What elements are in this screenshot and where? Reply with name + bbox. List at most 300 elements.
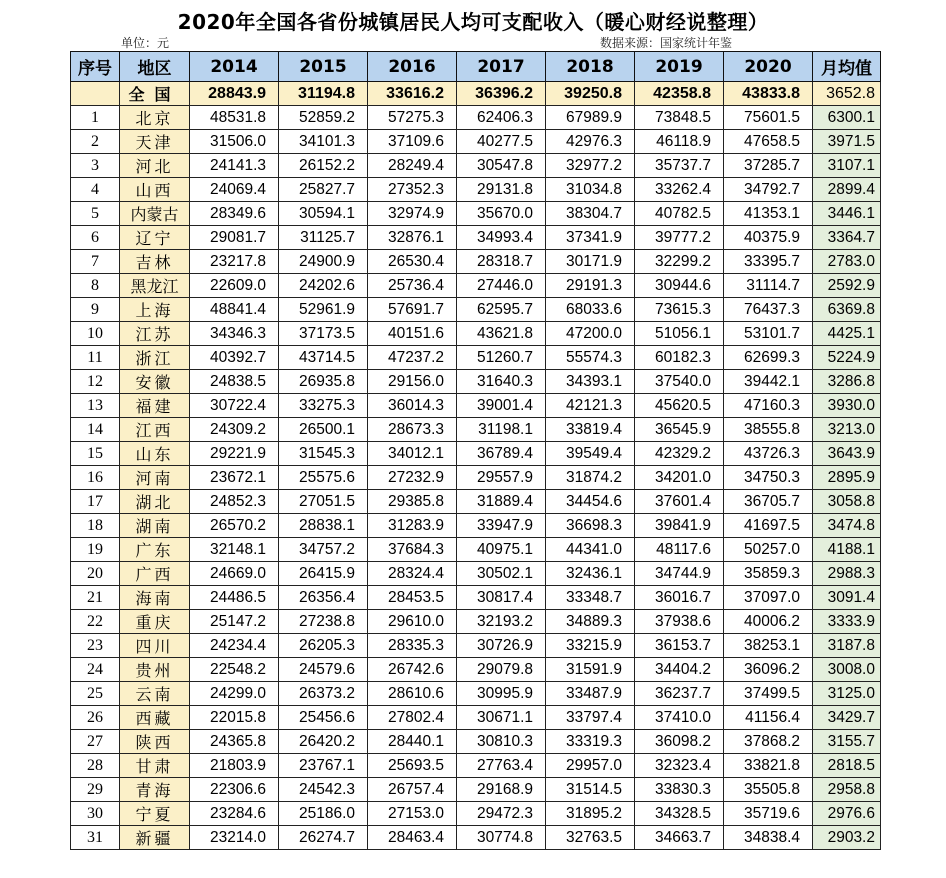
- row-value-2020: 41697.5: [724, 514, 813, 538]
- row-value-2016: 32974.9: [368, 202, 457, 226]
- header-row: [71, 52, 881, 82]
- row-monthly: 3155.7: [813, 730, 881, 754]
- row-seq: 25: [71, 682, 120, 706]
- row-value-2016: 25736.4: [368, 274, 457, 298]
- row-value-2014: 48531.8: [190, 106, 279, 130]
- row-value-2019: 30944.6: [635, 274, 724, 298]
- row-value-2020: 36705.7: [724, 490, 813, 514]
- row-monthly: 4188.1: [813, 538, 881, 562]
- row-region: 青海: [120, 778, 190, 802]
- table-row: [71, 658, 881, 682]
- row-seq: 11: [71, 346, 120, 370]
- row-value-2019: 34328.5: [635, 802, 724, 826]
- row-monthly: 3008.0: [813, 658, 881, 682]
- row-seq: 13: [71, 394, 120, 418]
- table-row: [71, 250, 881, 274]
- row-value-2019: 36237.7: [635, 682, 724, 706]
- header-year-2016: 2016: [368, 52, 457, 82]
- table-row: [71, 538, 881, 562]
- row-value-2014: 29081.7: [190, 226, 279, 250]
- row-region: 福建: [120, 394, 190, 418]
- row-value-2015: 26274.7: [279, 826, 368, 850]
- row-region: 宁夏: [120, 802, 190, 826]
- row-value-2018: 30171.9: [546, 250, 635, 274]
- table-row: [71, 130, 881, 154]
- row-value-2016: 37109.6: [368, 130, 457, 154]
- row-value-2017: 27446.0: [457, 274, 546, 298]
- row-value-2017: 36396.2: [457, 82, 546, 106]
- row-region: 上海: [120, 298, 190, 322]
- row-value-2018: 38304.7: [546, 202, 635, 226]
- row-value-2018: 67989.9: [546, 106, 635, 130]
- table-row: [71, 706, 881, 730]
- row-value-2016: 25693.5: [368, 754, 457, 778]
- table-row: [71, 754, 881, 778]
- row-value-2016: 27802.4: [368, 706, 457, 730]
- row-value-2016: 28610.6: [368, 682, 457, 706]
- row-value-2019: 36545.9: [635, 418, 724, 442]
- row-monthly: 3971.5: [813, 130, 881, 154]
- row-value-2020: 37868.2: [724, 730, 813, 754]
- row-value-2016: 57691.7: [368, 298, 457, 322]
- row-value-2017: 33947.9: [457, 514, 546, 538]
- row-value-2015: 24900.9: [279, 250, 368, 274]
- row-monthly: 3187.8: [813, 634, 881, 658]
- table-row: [71, 106, 881, 130]
- row-region: 安徽: [120, 370, 190, 394]
- row-value-2017: 30817.4: [457, 586, 546, 610]
- row-value-2019: 34404.2: [635, 658, 724, 682]
- row-seq: 18: [71, 514, 120, 538]
- row-region: 内蒙古: [120, 202, 190, 226]
- row-value-2016: 28335.3: [368, 634, 457, 658]
- row-value-2018: 31874.2: [546, 466, 635, 490]
- row-monthly: 2899.4: [813, 178, 881, 202]
- row-value-2014: 24852.3: [190, 490, 279, 514]
- row-value-2015: 24542.3: [279, 778, 368, 802]
- row-value-2020: 34838.4: [724, 826, 813, 850]
- row-value-2017: 62595.7: [457, 298, 546, 322]
- row-seq: 2: [71, 130, 120, 154]
- row-value-2015: 34757.2: [279, 538, 368, 562]
- row-value-2020: 40006.2: [724, 610, 813, 634]
- row-value-2014: 31506.0: [190, 130, 279, 154]
- row-value-2017: 36789.4: [457, 442, 546, 466]
- row-value-2018: 32763.5: [546, 826, 635, 850]
- row-value-2019: 48117.6: [635, 538, 724, 562]
- row-value-2016: 27352.3: [368, 178, 457, 202]
- table-row: [71, 730, 881, 754]
- row-seq: [71, 82, 120, 106]
- row-value-2019: 34201.0: [635, 466, 724, 490]
- row-value-2016: 33616.2: [368, 82, 457, 106]
- row-seq: 14: [71, 418, 120, 442]
- row-monthly: 3446.1: [813, 202, 881, 226]
- row-value-2018: 33319.3: [546, 730, 635, 754]
- row-monthly: 2976.6: [813, 802, 881, 826]
- row-region: 广东: [120, 538, 190, 562]
- row-value-2020: 43726.3: [724, 442, 813, 466]
- row-value-2014: 24234.4: [190, 634, 279, 658]
- row-region: 黑龙江: [120, 274, 190, 298]
- row-region: 山西: [120, 178, 190, 202]
- row-monthly: 3364.7: [813, 226, 881, 250]
- row-value-2019: 73615.3: [635, 298, 724, 322]
- row-value-2017: 31640.3: [457, 370, 546, 394]
- row-region: 新疆: [120, 826, 190, 850]
- row-value-2015: 26500.1: [279, 418, 368, 442]
- row-value-2020: 47658.5: [724, 130, 813, 154]
- row-value-2015: 25186.0: [279, 802, 368, 826]
- row-seq: 24: [71, 658, 120, 682]
- row-value-2016: 28324.4: [368, 562, 457, 586]
- row-seq: 6: [71, 226, 120, 250]
- row-value-2020: 53101.7: [724, 322, 813, 346]
- table-row: [71, 490, 881, 514]
- row-value-2020: 37097.0: [724, 586, 813, 610]
- row-monthly: 2988.3: [813, 562, 881, 586]
- row-value-2016: 31283.9: [368, 514, 457, 538]
- row-value-2019: 37540.0: [635, 370, 724, 394]
- row-value-2017: 28318.7: [457, 250, 546, 274]
- row-monthly: 2592.9: [813, 274, 881, 298]
- row-value-2014: 24299.0: [190, 682, 279, 706]
- row-value-2015: 28838.1: [279, 514, 368, 538]
- row-value-2017: 29472.3: [457, 802, 546, 826]
- row-value-2020: 47160.3: [724, 394, 813, 418]
- row-seq: 9: [71, 298, 120, 322]
- row-value-2015: 27051.5: [279, 490, 368, 514]
- row-monthly: 5224.9: [813, 346, 881, 370]
- row-seq: 8: [71, 274, 120, 298]
- row-value-2015: 26415.9: [279, 562, 368, 586]
- row-value-2016: 34012.1: [368, 442, 457, 466]
- row-region: 贵州: [120, 658, 190, 682]
- header-year-2015: 2015: [279, 52, 368, 82]
- row-value-2018: 33348.7: [546, 586, 635, 610]
- row-value-2014: 24309.2: [190, 418, 279, 442]
- row-monthly: 3643.9: [813, 442, 881, 466]
- row-value-2019: 34663.7: [635, 826, 724, 850]
- row-monthly: 3058.8: [813, 490, 881, 514]
- row-value-2020: 35859.3: [724, 562, 813, 586]
- row-value-2018: 34889.3: [546, 610, 635, 634]
- row-region: 四川: [120, 634, 190, 658]
- header-year-2014: 2014: [190, 52, 279, 82]
- row-value-2018: 31591.9: [546, 658, 635, 682]
- row-value-2014: 22548.2: [190, 658, 279, 682]
- table-row: [71, 442, 881, 466]
- row-value-2018: 33819.4: [546, 418, 635, 442]
- row-seq: 31: [71, 826, 120, 850]
- row-value-2014: 23284.6: [190, 802, 279, 826]
- row-value-2015: 26152.2: [279, 154, 368, 178]
- header-year-2020: 2020: [724, 52, 813, 82]
- row-value-2016: 26530.4: [368, 250, 457, 274]
- row-monthly: 4425.1: [813, 322, 881, 346]
- income-table: [70, 51, 881, 850]
- row-region: 河南: [120, 466, 190, 490]
- row-value-2014: 40392.7: [190, 346, 279, 370]
- row-value-2016: 28453.5: [368, 586, 457, 610]
- table-row: [71, 202, 881, 226]
- row-value-2020: 34792.7: [724, 178, 813, 202]
- row-value-2019: 35737.7: [635, 154, 724, 178]
- row-value-2019: 37938.6: [635, 610, 724, 634]
- row-value-2017: 40975.1: [457, 538, 546, 562]
- row-seq: 12: [71, 370, 120, 394]
- row-value-2015: 25456.6: [279, 706, 368, 730]
- row-value-2018: 37341.9: [546, 226, 635, 250]
- row-seq: 26: [71, 706, 120, 730]
- row-value-2014: 23217.8: [190, 250, 279, 274]
- row-monthly: 6369.8: [813, 298, 881, 322]
- table-row: [71, 154, 881, 178]
- row-value-2014: 32148.1: [190, 538, 279, 562]
- row-value-2015: 43714.5: [279, 346, 368, 370]
- row-value-2016: 47237.2: [368, 346, 457, 370]
- table-row: [71, 346, 881, 370]
- row-value-2020: 31114.7: [724, 274, 813, 298]
- row-value-2014: 23214.0: [190, 826, 279, 850]
- row-value-2017: 30547.8: [457, 154, 546, 178]
- table-row: [71, 298, 881, 322]
- table-row: [71, 514, 881, 538]
- row-value-2018: 34393.1: [546, 370, 635, 394]
- row-value-2017: 30810.3: [457, 730, 546, 754]
- row-value-2018: 29957.0: [546, 754, 635, 778]
- row-value-2020: 33821.8: [724, 754, 813, 778]
- row-value-2015: 31125.7: [279, 226, 368, 250]
- row-value-2016: 36014.3: [368, 394, 457, 418]
- row-region: 辽宁: [120, 226, 190, 250]
- row-value-2015: 30594.1: [279, 202, 368, 226]
- row-value-2019: 40782.5: [635, 202, 724, 226]
- row-value-2018: 31895.2: [546, 802, 635, 826]
- header-region: 地区: [120, 52, 190, 82]
- row-value-2019: 51056.1: [635, 322, 724, 346]
- row-value-2015: 27238.8: [279, 610, 368, 634]
- row-value-2016: 29156.0: [368, 370, 457, 394]
- table-row: [71, 586, 881, 610]
- row-value-2017: 27763.4: [457, 754, 546, 778]
- row-value-2017: 62406.3: [457, 106, 546, 130]
- row-monthly: 2895.9: [813, 466, 881, 490]
- row-region: 河北: [120, 154, 190, 178]
- row-seq: 19: [71, 538, 120, 562]
- row-value-2015: 34101.3: [279, 130, 368, 154]
- row-seq: 29: [71, 778, 120, 802]
- row-value-2019: 36153.7: [635, 634, 724, 658]
- row-value-2020: 75601.5: [724, 106, 813, 130]
- row-value-2018: 33215.9: [546, 634, 635, 658]
- row-value-2018: 55574.3: [546, 346, 635, 370]
- row-value-2019: 34744.9: [635, 562, 724, 586]
- row-value-2014: 24669.0: [190, 562, 279, 586]
- row-value-2018: 36698.3: [546, 514, 635, 538]
- row-value-2016: 37684.3: [368, 538, 457, 562]
- row-region: 吉林: [120, 250, 190, 274]
- row-region: 江西: [120, 418, 190, 442]
- table-row: [71, 802, 881, 826]
- row-value-2016: 26757.4: [368, 778, 457, 802]
- row-region: 云南: [120, 682, 190, 706]
- row-value-2020: 33395.7: [724, 250, 813, 274]
- row-seq: 30: [71, 802, 120, 826]
- row-monthly: 3213.0: [813, 418, 881, 442]
- row-value-2014: 24486.5: [190, 586, 279, 610]
- row-monthly: 3286.8: [813, 370, 881, 394]
- row-region: 海南: [120, 586, 190, 610]
- row-value-2020: 34750.3: [724, 466, 813, 490]
- row-value-2014: 22015.8: [190, 706, 279, 730]
- row-value-2018: 33797.4: [546, 706, 635, 730]
- row-value-2015: 52961.9: [279, 298, 368, 322]
- row-value-2020: 43833.8: [724, 82, 813, 106]
- row-value-2015: 37173.5: [279, 322, 368, 346]
- row-seq: 21: [71, 586, 120, 610]
- row-value-2016: 27153.0: [368, 802, 457, 826]
- row-value-2018: 44341.0: [546, 538, 635, 562]
- row-value-2019: 36098.2: [635, 730, 724, 754]
- row-seq: 1: [71, 106, 120, 130]
- table-row: [71, 682, 881, 706]
- national-row: [71, 82, 881, 106]
- row-value-2020: 38555.8: [724, 418, 813, 442]
- row-value-2015: 26420.2: [279, 730, 368, 754]
- row-value-2020: 36096.2: [724, 658, 813, 682]
- row-value-2016: 40151.6: [368, 322, 457, 346]
- row-region: 湖南: [120, 514, 190, 538]
- row-value-2018: 32977.2: [546, 154, 635, 178]
- row-region: 重庆: [120, 610, 190, 634]
- header-seq: 序号: [71, 52, 120, 82]
- row-value-2020: 35505.8: [724, 778, 813, 802]
- row-value-2017: 39001.4: [457, 394, 546, 418]
- row-value-2019: 36016.7: [635, 586, 724, 610]
- row-value-2020: 40375.9: [724, 226, 813, 250]
- table-row: [71, 466, 881, 490]
- row-value-2014: 34346.3: [190, 322, 279, 346]
- row-value-2019: 32299.2: [635, 250, 724, 274]
- row-value-2017: 29168.9: [457, 778, 546, 802]
- row-seq: 23: [71, 634, 120, 658]
- row-monthly: 2783.0: [813, 250, 881, 274]
- table-row: [71, 226, 881, 250]
- row-value-2017: 30995.9: [457, 682, 546, 706]
- row-value-2016: 57275.3: [368, 106, 457, 130]
- row-value-2018: 42121.3: [546, 394, 635, 418]
- row-value-2017: 29557.9: [457, 466, 546, 490]
- table-row: [71, 178, 881, 202]
- row-seq: 20: [71, 562, 120, 586]
- row-monthly: 2903.2: [813, 826, 881, 850]
- table-row: [71, 778, 881, 802]
- row-value-2015: 33275.3: [279, 394, 368, 418]
- row-value-2017: 43621.8: [457, 322, 546, 346]
- row-value-2016: 28440.1: [368, 730, 457, 754]
- header-year-2019: 2019: [635, 52, 724, 82]
- row-value-2020: 41353.1: [724, 202, 813, 226]
- row-monthly: 3474.8: [813, 514, 881, 538]
- row-value-2016: 28463.4: [368, 826, 457, 850]
- row-value-2019: 37601.4: [635, 490, 724, 514]
- row-value-2014: 22306.6: [190, 778, 279, 802]
- row-region: 山东: [120, 442, 190, 466]
- row-value-2016: 26742.6: [368, 658, 457, 682]
- header-monthly: 月均值: [813, 52, 881, 82]
- row-value-2019: 33830.3: [635, 778, 724, 802]
- row-value-2017: 30671.1: [457, 706, 546, 730]
- row-value-2016: 28673.3: [368, 418, 457, 442]
- row-value-2019: 60182.3: [635, 346, 724, 370]
- table-row: [71, 562, 881, 586]
- row-value-2016: 29610.0: [368, 610, 457, 634]
- row-value-2018: 47200.0: [546, 322, 635, 346]
- row-value-2018: 42976.3: [546, 130, 635, 154]
- row-seq: 15: [71, 442, 120, 466]
- row-region: 广西: [120, 562, 190, 586]
- row-value-2015: 24202.6: [279, 274, 368, 298]
- row-seq: 4: [71, 178, 120, 202]
- row-value-2014: 28843.9: [190, 82, 279, 106]
- row-monthly: 2818.5: [813, 754, 881, 778]
- row-monthly: 3429.7: [813, 706, 881, 730]
- row-seq: 3: [71, 154, 120, 178]
- row-seq: 10: [71, 322, 120, 346]
- row-value-2020: 62699.3: [724, 346, 813, 370]
- row-value-2017: 32193.2: [457, 610, 546, 634]
- row-seq: 7: [71, 250, 120, 274]
- row-value-2017: 31889.4: [457, 490, 546, 514]
- row-value-2019: 37410.0: [635, 706, 724, 730]
- row-region: 北京: [120, 106, 190, 130]
- row-value-2017: 30774.8: [457, 826, 546, 850]
- row-seq: 5: [71, 202, 120, 226]
- row-value-2015: 31545.3: [279, 442, 368, 466]
- row-value-2014: 26570.2: [190, 514, 279, 538]
- row-region: 西藏: [120, 706, 190, 730]
- row-value-2014: 22609.0: [190, 274, 279, 298]
- row-value-2019: 33262.4: [635, 178, 724, 202]
- table-row: [71, 370, 881, 394]
- table-row: [71, 826, 881, 850]
- row-region: 陕西: [120, 730, 190, 754]
- table-row: [71, 322, 881, 346]
- row-monthly: 2958.8: [813, 778, 881, 802]
- row-value-2020: 39442.1: [724, 370, 813, 394]
- table-body: [71, 82, 881, 850]
- row-seq: 22: [71, 610, 120, 634]
- row-seq: 16: [71, 466, 120, 490]
- row-value-2019: 42329.2: [635, 442, 724, 466]
- row-value-2014: 28349.6: [190, 202, 279, 226]
- source-label: 数据来源：国家统计年鉴: [600, 36, 733, 50]
- row-value-2016: 27232.9: [368, 466, 457, 490]
- row-region: 天津: [120, 130, 190, 154]
- header-year-2018: 2018: [546, 52, 635, 82]
- row-region: 全国: [120, 82, 190, 106]
- row-value-2017: 34993.4: [457, 226, 546, 250]
- row-value-2014: 21803.9: [190, 754, 279, 778]
- row-value-2020: 35719.6: [724, 802, 813, 826]
- row-value-2018: 34454.6: [546, 490, 635, 514]
- row-value-2018: 31034.8: [546, 178, 635, 202]
- row-value-2017: 51260.7: [457, 346, 546, 370]
- table-row: [71, 394, 881, 418]
- row-value-2014: 48841.4: [190, 298, 279, 322]
- row-value-2014: 23672.1: [190, 466, 279, 490]
